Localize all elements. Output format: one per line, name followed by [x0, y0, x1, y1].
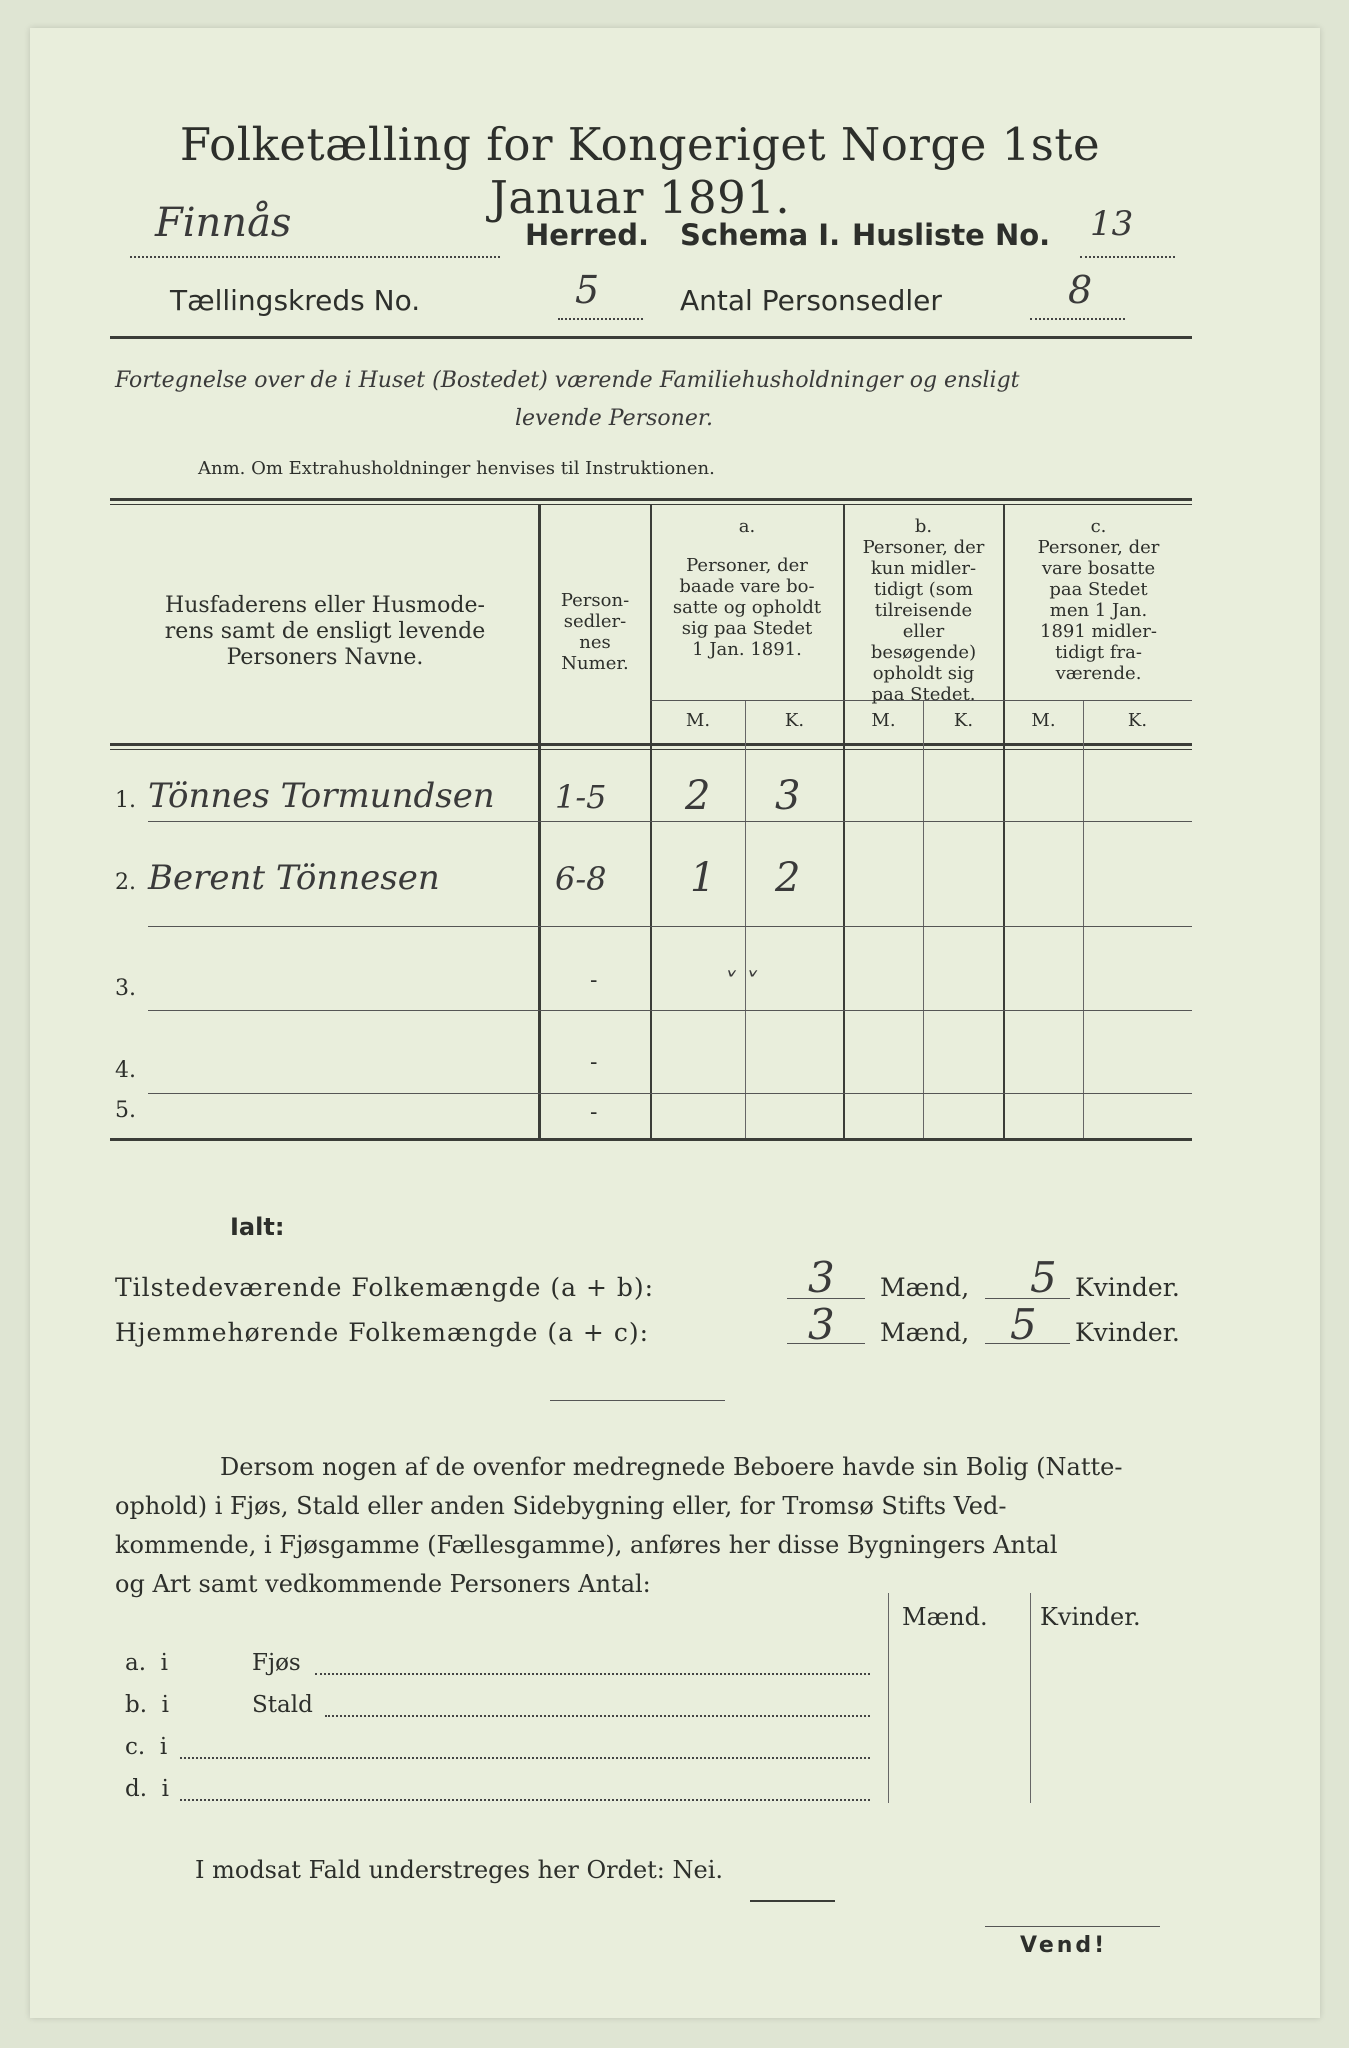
schema-label: Schema I.	[680, 218, 841, 252]
row-2-num: 6-8	[555, 860, 607, 898]
col-header-b: b. Personer, der kun midler- tidigt (som tilreisende eller besøgende) opholdt sig paa Stedet.	[862, 516, 985, 705]
row-1-num: 1-5	[555, 778, 607, 816]
bolig-row-a-label: Fjøs	[252, 1650, 301, 1676]
husliste-label: Husliste No.	[852, 218, 1051, 252]
totals-line-1-kvinder: Kvinder.	[1075, 1273, 1180, 1302]
totals-line-2-kvinder: Kvinder.	[1075, 1318, 1180, 1347]
totals-line-2-maend: Mænd,	[880, 1318, 970, 1347]
col-b-m: M.	[871, 710, 896, 731]
row-1-a-m: 2	[685, 773, 711, 819]
herred-value: Finnås	[155, 200, 292, 246]
row-5-num: -	[590, 1100, 598, 1125]
modsat-note: I modsat Fald understreges her Ordet: Nei.	[195, 1856, 724, 1884]
intro-line-1: Fortegnelse over de i Huset (Bostedet) værende Familiehusholdninger og ensligt	[115, 368, 1020, 393]
row-3-no: 3.	[115, 976, 136, 1001]
col-c-k: K.	[1127, 710, 1148, 731]
row-1-name: Tönnes Tormundsen	[148, 776, 495, 816]
col-header-c: c. Personer, der vare bosatte paa Stedet men 1 Jan. 1891 midler- tidigt fra- værende.	[1037, 516, 1160, 684]
row-4-no: 4.	[115, 1058, 136, 1083]
row-2-no: 2.	[115, 870, 136, 895]
antal-label: Antal Personsedler	[680, 284, 942, 317]
form-title: Folketælling for Kongeriget Norge 1ste Januar 1891.	[179, 118, 1101, 224]
col-a-m: M.	[685, 710, 711, 731]
totals-line-2-m: 3	[808, 1300, 835, 1349]
intro-line-2: levende Personer.	[515, 406, 713, 431]
totals-line-1-label: Tilstedeværende Folkemængde (a + b):	[115, 1273, 655, 1302]
bolig-row-b-label: Stald	[252, 1692, 313, 1718]
row-1-a-k: 3	[775, 773, 801, 819]
antal-value: 8	[1068, 268, 1093, 312]
totals-line-1-k: 5	[1030, 1253, 1057, 1302]
totals-line-2-k: 5	[1010, 1300, 1037, 1349]
row-4-num: -	[590, 1050, 598, 1075]
anm-note: Anm. Om Extrahusholdninger henvises til Instruktionen.	[198, 458, 715, 479]
col-c-m: M.	[1031, 710, 1056, 731]
col-header-numer: Person- sedler- nes Numer.	[560, 590, 630, 674]
totals-line-2-label: Hjemmehørende Folkemængde (a + c):	[115, 1318, 649, 1347]
vend-note: Vend!	[1020, 1933, 1108, 1958]
col-header-name: Husfaderens eller Husmode- rens samt de ensligt levende Personers Navne.	[164, 593, 486, 670]
bolig-row-b: b. i	[125, 1692, 170, 1718]
kreds-label: Tællingskreds No.	[170, 284, 421, 317]
row-2-a-k: 2	[775, 855, 801, 901]
row-2-name: Berent Tönnesen	[148, 858, 440, 898]
bolig-row-d: d. i	[125, 1776, 170, 1802]
bolig-col-maend: Mænd.	[902, 1603, 988, 1631]
husliste-value: 13	[1090, 204, 1134, 244]
herred-label: Herred.	[525, 218, 649, 252]
bolig-row-c: c. i	[125, 1734, 168, 1760]
col-header-a: a. Personer, der baade vare bo- satte og opholdt sig paa Stedet 1 Jan. 1891.	[672, 516, 822, 660]
kreds-value: 5	[575, 268, 600, 312]
col-a-k: K.	[784, 710, 805, 731]
bolig-paragraph: Dersom nogen af de ovenfor medregnede Beboere havde sin Bolig (Natte- ophold) i Fjøs, Stald eller anden Sidebygning eller, for Tromsø Stifts Ved- kommende, i Fjøsgamme (Fællesgamme), anføres her disse Bygningers Antal og Art samt vedkommende Personers Antal:	[115, 1453, 1123, 1598]
row-5-no: 5.	[115, 1098, 136, 1123]
col-b-k: K.	[953, 710, 974, 731]
census-form-page	[30, 28, 1320, 2018]
totals-line-1-m: 3	[808, 1253, 835, 1302]
row-3-num: -	[590, 968, 598, 993]
bolig-col-kvinder: Kvinder.	[1040, 1603, 1141, 1631]
row-2-a-m: 1	[690, 855, 716, 901]
row-3-check-mark: ˅ ˅	[725, 968, 760, 998]
bolig-row-a: a. i	[125, 1650, 169, 1676]
totals-line-1-maend: Mænd,	[880, 1273, 970, 1302]
ialt-label: Ialt:	[230, 1213, 285, 1241]
row-1-no: 1.	[115, 788, 136, 813]
